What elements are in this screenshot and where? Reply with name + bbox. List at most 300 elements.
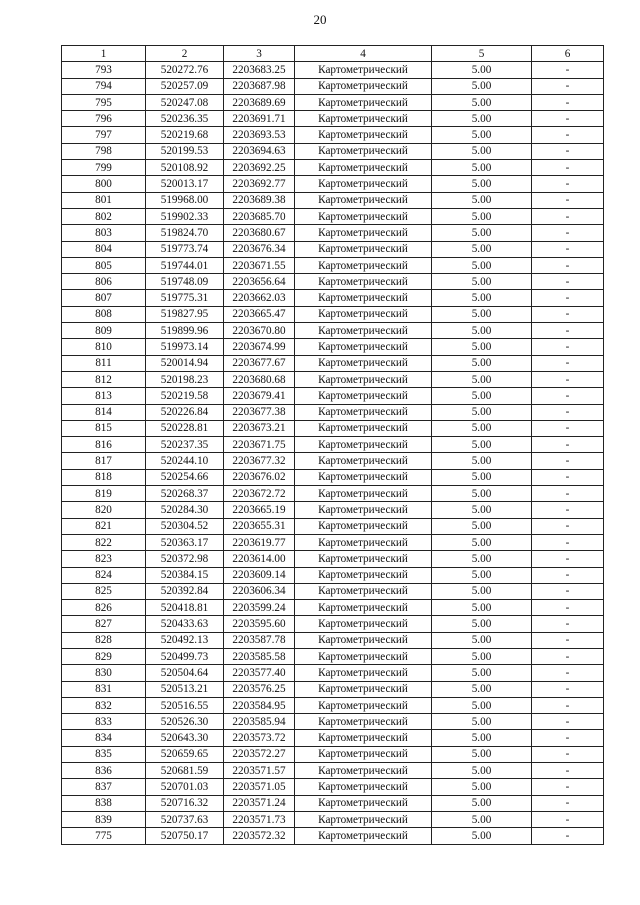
cell-x-coordinate: 520492.13 <box>146 632 224 648</box>
cell-note: - <box>532 78 604 94</box>
cell-note: - <box>532 371 604 387</box>
cell-x-coordinate: 520363.17 <box>146 534 224 550</box>
table-row <box>62 388 604 404</box>
column-header-5: 5 <box>432 46 532 62</box>
table-row <box>62 632 604 648</box>
cell-y-coordinate: 2203662.03 <box>224 290 295 306</box>
cell-point-number: 825 <box>62 583 146 599</box>
cell-x-coordinate: 520701.03 <box>146 779 224 795</box>
table-row <box>62 192 604 208</box>
cell-point-number: 819 <box>62 486 146 502</box>
cell-x-coordinate: 519902.33 <box>146 208 224 224</box>
cell-accuracy: 5.00 <box>432 355 532 371</box>
cell-method: Картометрический <box>295 632 432 648</box>
cell-point-number: 799 <box>62 160 146 176</box>
cell-point-number: 812 <box>62 371 146 387</box>
cell-note: - <box>532 534 604 550</box>
cell-method: Картометрический <box>295 257 432 273</box>
cell-accuracy: 5.00 <box>432 437 532 453</box>
page-number: 20 <box>313 12 327 27</box>
cell-note: - <box>532 828 604 844</box>
cell-note: - <box>532 469 604 485</box>
cell-note: - <box>532 518 604 534</box>
table-row <box>62 811 604 827</box>
cell-accuracy: 5.00 <box>432 306 532 322</box>
cell-x-coordinate: 520014.94 <box>146 355 224 371</box>
cell-x-coordinate: 520254.66 <box>146 469 224 485</box>
cell-y-coordinate: 2203677.67 <box>224 355 295 371</box>
cell-y-coordinate: 2203683.25 <box>224 62 295 78</box>
cell-note: - <box>532 257 604 273</box>
cell-note: - <box>532 665 604 681</box>
cell-y-coordinate: 2203680.68 <box>224 371 295 387</box>
cell-accuracy: 5.00 <box>432 127 532 143</box>
table-row <box>62 697 604 713</box>
cell-y-coordinate: 2203571.73 <box>224 811 295 827</box>
cell-y-coordinate: 2203665.19 <box>224 502 295 518</box>
cell-method: Картометрический <box>295 486 432 502</box>
table-row <box>62 339 604 355</box>
cell-accuracy: 5.00 <box>432 518 532 534</box>
cell-point-number: 832 <box>62 697 146 713</box>
table-row <box>62 111 604 127</box>
table-row <box>62 502 604 518</box>
cell-point-number: 826 <box>62 600 146 616</box>
cell-y-coordinate: 2203677.38 <box>224 404 295 420</box>
cell-y-coordinate: 2203619.77 <box>224 534 295 550</box>
cell-accuracy: 5.00 <box>432 290 532 306</box>
cell-point-number: 835 <box>62 746 146 762</box>
cell-point-number: 796 <box>62 111 146 127</box>
cell-y-coordinate: 2203676.02 <box>224 469 295 485</box>
cell-y-coordinate: 2203572.27 <box>224 746 295 762</box>
cell-x-coordinate: 520284.30 <box>146 502 224 518</box>
cell-point-number: 827 <box>62 616 146 632</box>
cell-accuracy: 5.00 <box>432 828 532 844</box>
cell-accuracy: 5.00 <box>432 697 532 713</box>
cell-x-coordinate: 520304.52 <box>146 518 224 534</box>
cell-y-coordinate: 2203691.71 <box>224 111 295 127</box>
cell-point-number: 808 <box>62 306 146 322</box>
cell-point-number: 805 <box>62 257 146 273</box>
cell-method: Картометрический <box>295 534 432 550</box>
cell-accuracy: 5.00 <box>432 632 532 648</box>
table-row <box>62 355 604 371</box>
cell-point-number: 804 <box>62 241 146 257</box>
cell-x-coordinate: 519973.14 <box>146 339 224 355</box>
cell-y-coordinate: 2203671.75 <box>224 437 295 453</box>
cell-note: - <box>532 453 604 469</box>
cell-y-coordinate: 2203577.40 <box>224 665 295 681</box>
cell-y-coordinate: 2203585.58 <box>224 648 295 664</box>
table-row <box>62 665 604 681</box>
cell-note: - <box>532 420 604 436</box>
table-row <box>62 306 604 322</box>
cell-point-number: 821 <box>62 518 146 534</box>
table-row <box>62 616 604 632</box>
cell-accuracy: 5.00 <box>432 111 532 127</box>
cell-note: - <box>532 681 604 697</box>
cell-method: Картометрический <box>295 241 432 257</box>
cell-y-coordinate: 2203672.72 <box>224 486 295 502</box>
cell-point-number: 817 <box>62 453 146 469</box>
cell-accuracy: 5.00 <box>432 600 532 616</box>
cell-point-number: 831 <box>62 681 146 697</box>
cell-y-coordinate: 2203584.95 <box>224 697 295 713</box>
cell-accuracy: 5.00 <box>432 257 532 273</box>
cell-method: Картометрический <box>295 779 432 795</box>
cell-accuracy: 5.00 <box>432 371 532 387</box>
cell-point-number: 813 <box>62 388 146 404</box>
cell-accuracy: 5.00 <box>432 62 532 78</box>
table-header <box>62 46 604 62</box>
cell-note: - <box>532 437 604 453</box>
cell-method: Картометрический <box>295 274 432 290</box>
table-row <box>62 225 604 241</box>
cell-method: Картометрический <box>295 828 432 844</box>
cell-x-coordinate: 520228.81 <box>146 420 224 436</box>
table-row <box>62 551 604 567</box>
cell-method: Картометрический <box>295 600 432 616</box>
cell-y-coordinate: 2203572.32 <box>224 828 295 844</box>
cell-accuracy: 5.00 <box>432 779 532 795</box>
cell-accuracy: 5.00 <box>432 225 532 241</box>
cell-y-coordinate: 2203689.38 <box>224 192 295 208</box>
cell-method: Картометрический <box>295 192 432 208</box>
cell-point-number: 793 <box>62 62 146 78</box>
cell-method: Картометрический <box>295 502 432 518</box>
table-row <box>62 176 604 192</box>
cell-note: - <box>532 339 604 355</box>
table-row <box>62 453 604 469</box>
cell-y-coordinate: 2203671.55 <box>224 257 295 273</box>
cell-accuracy: 5.00 <box>432 648 532 664</box>
table-row <box>62 160 604 176</box>
cell-y-coordinate: 2203655.31 <box>224 518 295 534</box>
cell-y-coordinate: 2203687.98 <box>224 78 295 94</box>
cell-x-coordinate: 519827.95 <box>146 306 224 322</box>
cell-x-coordinate: 519773.74 <box>146 241 224 257</box>
cell-method: Картометрический <box>295 94 432 110</box>
cell-point-number: 830 <box>62 665 146 681</box>
cell-point-number: 803 <box>62 225 146 241</box>
cell-point-number: 807 <box>62 290 146 306</box>
cell-point-number: 814 <box>62 404 146 420</box>
cell-y-coordinate: 2203571.05 <box>224 779 295 795</box>
table-row <box>62 274 604 290</box>
cell-accuracy: 5.00 <box>432 143 532 159</box>
cell-accuracy: 5.00 <box>432 323 532 339</box>
cell-accuracy: 5.00 <box>432 274 532 290</box>
cell-method: Картометрический <box>295 730 432 746</box>
table-row <box>62 746 604 762</box>
cell-method: Картометрический <box>295 339 432 355</box>
table-row <box>62 127 604 143</box>
cell-y-coordinate: 2203656.64 <box>224 274 295 290</box>
cell-method: Картометрический <box>295 616 432 632</box>
cell-point-number: 828 <box>62 632 146 648</box>
cell-note: - <box>532 502 604 518</box>
table-row <box>62 323 604 339</box>
table-row <box>62 486 604 502</box>
cell-accuracy: 5.00 <box>432 746 532 762</box>
cell-y-coordinate: 2203680.67 <box>224 225 295 241</box>
cell-accuracy: 5.00 <box>432 811 532 827</box>
cell-x-coordinate: 520219.58 <box>146 388 224 404</box>
cell-accuracy: 5.00 <box>432 241 532 257</box>
cell-note: - <box>532 160 604 176</box>
table-row <box>62 779 604 795</box>
cell-x-coordinate: 520247.08 <box>146 94 224 110</box>
cell-point-number: 801 <box>62 192 146 208</box>
cell-x-coordinate: 520392.84 <box>146 583 224 599</box>
cell-accuracy: 5.00 <box>432 192 532 208</box>
cell-accuracy: 5.00 <box>432 681 532 697</box>
cell-y-coordinate: 2203665.47 <box>224 306 295 322</box>
cell-method: Картометрический <box>295 420 432 436</box>
table-row <box>62 94 604 110</box>
cell-method: Картометрический <box>295 290 432 306</box>
table-row <box>62 534 604 550</box>
cell-y-coordinate: 2203585.94 <box>224 714 295 730</box>
cell-x-coordinate: 519744.01 <box>146 257 224 273</box>
cell-note: - <box>532 730 604 746</box>
cell-method: Картометрический <box>295 437 432 453</box>
cell-method: Картометрический <box>295 143 432 159</box>
cell-accuracy: 5.00 <box>432 730 532 746</box>
cell-note: - <box>532 648 604 664</box>
cell-method: Картометрический <box>295 551 432 567</box>
cell-method: Картометрический <box>295 111 432 127</box>
cell-accuracy: 5.00 <box>432 714 532 730</box>
table-row <box>62 404 604 420</box>
cell-note: - <box>532 583 604 599</box>
header-row <box>62 46 604 62</box>
table-row <box>62 420 604 436</box>
cell-point-number: 794 <box>62 78 146 94</box>
cell-x-coordinate: 520237.35 <box>146 437 224 453</box>
cell-accuracy: 5.00 <box>432 795 532 811</box>
cell-x-coordinate: 520372.98 <box>146 551 224 567</box>
cell-y-coordinate: 2203571.24 <box>224 795 295 811</box>
cell-x-coordinate: 520418.81 <box>146 600 224 616</box>
cell-method: Картометрический <box>295 404 432 420</box>
cell-x-coordinate: 519824.70 <box>146 225 224 241</box>
column-header-1: 1 <box>62 46 146 62</box>
cell-method: Картометрический <box>295 681 432 697</box>
table-row <box>62 763 604 779</box>
cell-accuracy: 5.00 <box>432 453 532 469</box>
cell-x-coordinate: 520504.64 <box>146 665 224 681</box>
cell-accuracy: 5.00 <box>432 78 532 94</box>
cell-method: Картометрический <box>295 583 432 599</box>
cell-y-coordinate: 2203674.99 <box>224 339 295 355</box>
table-row <box>62 730 604 746</box>
cell-y-coordinate: 2203606.34 <box>224 583 295 599</box>
cell-x-coordinate: 520268.37 <box>146 486 224 502</box>
cell-method: Картометрический <box>295 714 432 730</box>
cell-point-number: 822 <box>62 534 146 550</box>
cell-point-number: 829 <box>62 648 146 664</box>
cell-accuracy: 5.00 <box>432 176 532 192</box>
cell-x-coordinate: 520236.35 <box>146 111 224 127</box>
cell-x-coordinate: 519748.09 <box>146 274 224 290</box>
cell-method: Картометрический <box>295 388 432 404</box>
cell-x-coordinate: 520526.30 <box>146 714 224 730</box>
cell-method: Картометрический <box>295 127 432 143</box>
cell-note: - <box>532 388 604 404</box>
cell-point-number: 810 <box>62 339 146 355</box>
cell-method: Картометрический <box>295 567 432 583</box>
cell-method: Картометрический <box>295 62 432 78</box>
cell-x-coordinate: 520272.76 <box>146 62 224 78</box>
table-row <box>62 371 604 387</box>
cell-point-number: 809 <box>62 323 146 339</box>
cell-x-coordinate: 520219.68 <box>146 127 224 143</box>
column-header-3: 3 <box>224 46 295 62</box>
cell-note: - <box>532 192 604 208</box>
table-row <box>62 469 604 485</box>
table-row <box>62 828 604 844</box>
cell-note: - <box>532 795 604 811</box>
cell-point-number: 775 <box>62 828 146 844</box>
cell-accuracy: 5.00 <box>432 502 532 518</box>
table-row <box>62 583 604 599</box>
cell-note: - <box>532 355 604 371</box>
cell-y-coordinate: 2203609.14 <box>224 567 295 583</box>
cell-note: - <box>532 811 604 827</box>
table-row <box>62 600 604 616</box>
table-row <box>62 518 604 534</box>
cell-x-coordinate: 520244.10 <box>146 453 224 469</box>
cell-accuracy: 5.00 <box>432 567 532 583</box>
cell-note: - <box>532 616 604 632</box>
cell-x-coordinate: 519775.31 <box>146 290 224 306</box>
cell-x-coordinate: 520716.32 <box>146 795 224 811</box>
cell-point-number: 806 <box>62 274 146 290</box>
cell-method: Картометрический <box>295 160 432 176</box>
table-row <box>62 567 604 583</box>
cell-method: Картометрический <box>295 208 432 224</box>
cell-method: Картометрический <box>295 648 432 664</box>
cell-note: - <box>532 127 604 143</box>
cell-note: - <box>532 746 604 762</box>
cell-method: Картометрический <box>295 225 432 241</box>
cell-accuracy: 5.00 <box>432 339 532 355</box>
cell-point-number: 824 <box>62 567 146 583</box>
cell-x-coordinate: 519899.96 <box>146 323 224 339</box>
cell-method: Картометрический <box>295 518 432 534</box>
table-row <box>62 241 604 257</box>
cell-accuracy: 5.00 <box>432 763 532 779</box>
table-row <box>62 795 604 811</box>
cell-method: Картометрический <box>295 763 432 779</box>
cell-note: - <box>532 779 604 795</box>
cell-accuracy: 5.00 <box>432 94 532 110</box>
cell-point-number: 816 <box>62 437 146 453</box>
cell-method: Картометрический <box>295 469 432 485</box>
table-row <box>62 681 604 697</box>
cell-method: Картометрический <box>295 176 432 192</box>
cell-point-number: 795 <box>62 94 146 110</box>
cell-method: Картометрический <box>295 453 432 469</box>
cell-method: Картометрический <box>295 78 432 94</box>
cell-note: - <box>532 225 604 241</box>
cell-point-number: 811 <box>62 355 146 371</box>
cell-y-coordinate: 2203573.72 <box>224 730 295 746</box>
cell-point-number: 837 <box>62 779 146 795</box>
cell-note: - <box>532 306 604 322</box>
cell-x-coordinate: 520750.17 <box>146 828 224 844</box>
cell-accuracy: 5.00 <box>432 160 532 176</box>
cell-point-number: 833 <box>62 714 146 730</box>
cell-y-coordinate: 2203599.24 <box>224 600 295 616</box>
cell-point-number: 839 <box>62 811 146 827</box>
cell-note: - <box>532 94 604 110</box>
cell-y-coordinate: 2203689.69 <box>224 94 295 110</box>
cell-accuracy: 5.00 <box>432 665 532 681</box>
cell-x-coordinate: 520433.63 <box>146 616 224 632</box>
cell-y-coordinate: 2203670.80 <box>224 323 295 339</box>
cell-method: Картометрический <box>295 371 432 387</box>
cell-x-coordinate: 520226.84 <box>146 404 224 420</box>
cell-x-coordinate: 520681.59 <box>146 763 224 779</box>
cell-accuracy: 5.00 <box>432 534 532 550</box>
cell-accuracy: 5.00 <box>432 420 532 436</box>
cell-note: - <box>532 323 604 339</box>
cell-method: Картометрический <box>295 746 432 762</box>
cell-x-coordinate: 520199.53 <box>146 143 224 159</box>
cell-note: - <box>532 567 604 583</box>
table-row <box>62 257 604 273</box>
cell-method: Картометрический <box>295 306 432 322</box>
cell-x-coordinate: 520499.73 <box>146 648 224 664</box>
cell-method: Картометрический <box>295 323 432 339</box>
cell-accuracy: 5.00 <box>432 616 532 632</box>
cell-y-coordinate: 2203676.34 <box>224 241 295 257</box>
cell-x-coordinate: 520659.65 <box>146 746 224 762</box>
cell-note: - <box>532 632 604 648</box>
cell-y-coordinate: 2203614.00 <box>224 551 295 567</box>
cell-note: - <box>532 404 604 420</box>
cell-method: Картометрический <box>295 697 432 713</box>
cell-note: - <box>532 241 604 257</box>
cell-method: Картометрический <box>295 811 432 827</box>
column-header-6: 6 <box>532 46 604 62</box>
cell-x-coordinate: 520198.23 <box>146 371 224 387</box>
cell-point-number: 815 <box>62 420 146 436</box>
cell-note: - <box>532 697 604 713</box>
cell-point-number: 834 <box>62 730 146 746</box>
cell-y-coordinate: 2203587.78 <box>224 632 295 648</box>
cell-x-coordinate: 520516.55 <box>146 697 224 713</box>
cell-y-coordinate: 2203595.60 <box>224 616 295 632</box>
cell-method: Картометрический <box>295 795 432 811</box>
cell-accuracy: 5.00 <box>432 388 532 404</box>
coordinates-table <box>61 45 604 845</box>
cell-y-coordinate: 2203685.70 <box>224 208 295 224</box>
table-row <box>62 62 604 78</box>
cell-point-number: 820 <box>62 502 146 518</box>
cell-point-number: 838 <box>62 795 146 811</box>
cell-accuracy: 5.00 <box>432 583 532 599</box>
cell-accuracy: 5.00 <box>432 469 532 485</box>
column-header-4: 4 <box>295 46 432 62</box>
cell-point-number: 798 <box>62 143 146 159</box>
table-row <box>62 290 604 306</box>
cell-method: Картометрический <box>295 665 432 681</box>
column-header-2: 2 <box>146 46 224 62</box>
